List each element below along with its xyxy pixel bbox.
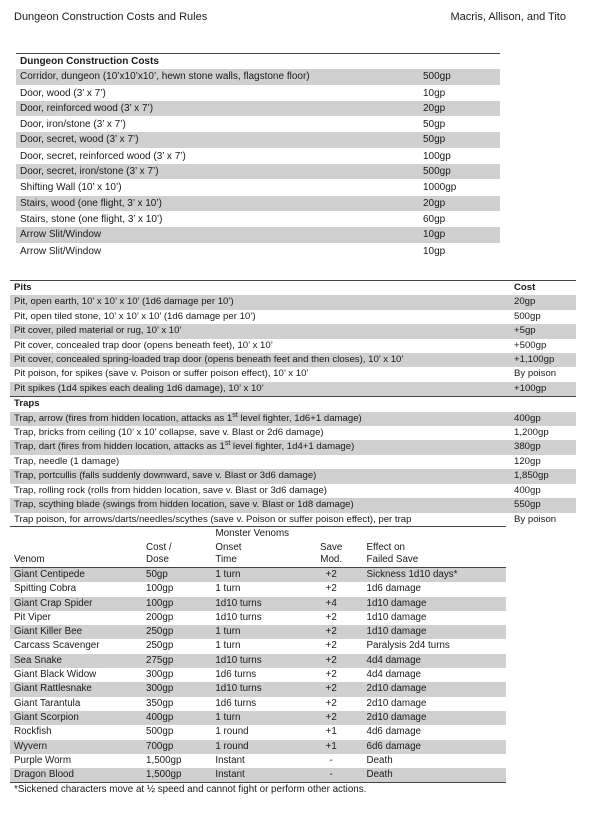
table-row (16, 180, 500, 196)
footnote-row (10, 783, 506, 798)
table-row (16, 148, 500, 164)
document-authors: Macris, Allison, and Tito (450, 11, 566, 23)
venom-cost: 100gp (142, 597, 211, 611)
trap-name: Trap, portcullis (falls suddenly downward, save v. Blast or 3d6 damage) (10, 469, 510, 483)
trap-cost: 380gp (510, 440, 576, 454)
pit-cost: +100gp (510, 382, 576, 397)
venom-save: +2 (300, 625, 363, 639)
venom-onset: 1 turn (215, 640, 241, 652)
venoms-title-row (10, 527, 506, 542)
item-cost: 10gp (423, 87, 446, 99)
pit-cost: +1,100gp (510, 353, 576, 367)
venom-onset: 1 round (211, 740, 299, 754)
venoms-title: Monster Venoms (215, 528, 290, 539)
item-cost: 500gp (419, 69, 500, 85)
venom-onset: 1 round (215, 726, 249, 738)
pits-traps-table (10, 280, 576, 527)
venom-cost: 300gp (142, 682, 211, 696)
pit-cost: 20gp (510, 295, 576, 309)
table-row (10, 440, 576, 454)
venom-effect: 2d10 damage (363, 682, 506, 696)
construction-costs-table (16, 53, 500, 259)
pits-title: Pits (14, 282, 32, 293)
venom-effect: 1d6 damage (366, 583, 421, 595)
pit-name: Pit cover, piled material or rug, 10’ x 10’ (10, 324, 510, 338)
venom-save: +2 (325, 583, 337, 595)
table-row (10, 484, 576, 498)
venom-effect: Death (363, 768, 506, 783)
venom-effect: 4d4 damage (366, 669, 421, 681)
item-name: Arrow Slit/Window (16, 227, 419, 243)
document-title: Dungeon Construction Costs and Rules (14, 11, 208, 23)
trap-cost: By poison (514, 513, 557, 525)
pit-cost: +500gp (514, 339, 547, 351)
venom-name: Giant Centipede (10, 568, 142, 583)
venom-name: Sea Snake (10, 654, 142, 668)
venom-onset: 1d10 turns (211, 654, 299, 668)
traps-title: Traps (14, 398, 40, 410)
table-row (10, 367, 576, 381)
venom-effect: 4d4 damage (363, 654, 506, 668)
item-name: Shifting Wall (10’ x 10’) (20, 182, 122, 194)
table-row (10, 412, 576, 426)
construction-title: Dungeon Construction Costs (20, 56, 159, 67)
table-row (10, 725, 506, 739)
table-row (10, 639, 506, 653)
venom-cost: 300gp (146, 669, 174, 681)
venom-cost: 1,500gp (146, 754, 182, 766)
table-row (10, 568, 506, 583)
item-name: Arrow Slit/Window (20, 245, 102, 257)
table-row (10, 711, 506, 725)
traps-header-row (10, 397, 576, 412)
trap-cost: 400gp (510, 412, 576, 426)
venom-onset: 1 turn (215, 583, 241, 595)
venom-onset: 1d10 turns (215, 611, 262, 623)
item-cost: 20gp (419, 101, 500, 117)
venom-cost: 700gp (142, 740, 211, 754)
venom-effect: 1d10 damage (363, 597, 506, 611)
venom-onset: 1d10 turns (211, 597, 299, 611)
pit-name: Pit cover, concealed trap door (opens beneath feet), 10’ x 10’ (14, 339, 273, 351)
venom-name: Giant Killer Bee (10, 625, 142, 639)
item-cost: 20gp (419, 196, 500, 212)
venom-effect: 4d6 damage (366, 726, 421, 738)
table-row (10, 768, 506, 783)
table-row (10, 382, 576, 397)
venom-effect: 2d10 damage (363, 711, 506, 725)
table-row (10, 455, 576, 469)
table-row (10, 597, 506, 611)
table-row (10, 582, 506, 596)
venom-name: Giant Tarantula (14, 697, 81, 709)
venom-name: Pit Viper (14, 611, 51, 623)
item-cost: 10gp (423, 245, 446, 257)
trap-cost: 1,850gp (510, 469, 576, 483)
trap-cost: 1,200gp (514, 427, 549, 439)
item-name: Stairs, wood (one flight, 3’ x 10’) (16, 196, 419, 212)
venom-cost: 500gp (146, 726, 174, 738)
table-row (10, 654, 506, 668)
table-row (10, 339, 576, 353)
trap-name: Trap, needle (1 damage) (14, 455, 120, 467)
trap-cost: 120gp (514, 455, 541, 467)
table-row (10, 668, 506, 682)
trap-name: Trap poison, for arrows/darts/needles/scythes (save v. Poison or suffer poison effect), per trap (14, 513, 412, 525)
pit-cost: 500gp (514, 310, 541, 322)
venom-cost: 100gp (146, 583, 174, 595)
item-name: Door, secret, wood (3’ x 7’) (16, 132, 419, 148)
venom-onset: 1d10 turns (211, 682, 299, 696)
venom-save: +2 (325, 611, 337, 623)
monster-venoms-table (10, 526, 506, 798)
pit-cost: +5gp (510, 324, 576, 338)
footnote: *Sickened characters move at ½ speed and cannot fight or perform other actions. (14, 784, 367, 796)
item-cost: 60gp (423, 213, 446, 225)
venoms-header-row (10, 541, 506, 568)
venom-name: Carcass Scavenger (14, 640, 100, 652)
venom-cost: 50gp (142, 568, 211, 583)
venom-cost: 200gp (146, 611, 174, 623)
venom-effect: Sickness 1d10 days* (363, 568, 506, 583)
trap-name: Trap, bricks from ceiling (10’ x 10’ collapse, save v. Blast or 2d6 damage) (14, 427, 324, 439)
table-row (10, 498, 576, 512)
pit-cost: By poison (514, 368, 557, 380)
venom-save: +2 (300, 654, 363, 668)
venom-onset: 1 turn (211, 625, 299, 639)
venom-name: Purple Worm (14, 754, 71, 766)
venom-onset: 1 turn (211, 568, 299, 583)
item-name: Door, reinforced wood (3’ x 7’) (16, 101, 419, 117)
col-effect: Effect on Failed Save (363, 541, 506, 568)
item-cost: 10gp (419, 227, 500, 243)
venom-effect: 1d10 damage (363, 625, 506, 639)
trap-name: Trap, rolling rock (rolls from hidden location, save v. Blast or 3d6 damage) (14, 484, 328, 496)
venom-name: Giant Black Widow (14, 669, 97, 681)
table-row (16, 164, 500, 180)
table-row (16, 243, 500, 259)
venom-name: Giant Rattlesnake (10, 682, 142, 696)
venom-save: +2 (325, 640, 337, 652)
venom-name: Rockfish (14, 726, 52, 738)
pit-name: Pit poison, for spikes (save v. Poison or suffer poison effect), 10’ x 10’ (14, 368, 309, 380)
cost-header: Cost (514, 282, 536, 293)
venom-name: Giant Crap Spider (10, 597, 142, 611)
col-cost: Cost / Dose (142, 541, 211, 568)
item-name: Door, iron/stone (3’ x 7’) (20, 119, 126, 131)
item-cost: 50gp (419, 132, 500, 148)
table-row (16, 196, 500, 212)
venom-effect: Paralysis 2d4 turns (366, 640, 450, 652)
venom-effect: Death (366, 754, 393, 766)
venom-save: +1 (325, 726, 337, 738)
table-row (10, 353, 576, 367)
venom-save: +2 (300, 682, 363, 696)
table-row (16, 101, 500, 117)
pits-header-row (10, 281, 576, 296)
trap-name: Trap, scything blade (swings from hidden location, save v. Blast or 1d8 damage) (10, 498, 510, 512)
venom-cost: 275gp (142, 654, 211, 668)
table-row (10, 754, 506, 768)
table-row (16, 211, 500, 227)
table-row (10, 740, 506, 754)
venom-name: Spitting Cobra (14, 583, 77, 595)
venom-effect: 6d6 damage (363, 740, 506, 754)
venom-cost: 400gp (142, 711, 211, 725)
pit-name: Pit cover, concealed spring-loaded trap door (opens beneath feet and then closes), 10’ x 10’ (10, 353, 510, 367)
table-row (16, 85, 500, 101)
trap-name: Trap, arrow (fires from hidden location, attacks as 1st level fighter, 1d6+1 damage) (10, 412, 510, 426)
item-name: Door, secret, reinforced wood (3’ x 7’) (20, 150, 186, 162)
venom-effect: 1d10 damage (366, 611, 427, 623)
trap-name: Trap, dart (fires from hidden location, attacks as 1st level fighter, 1d4+1 damage) (10, 440, 510, 454)
venom-onset: 1 turn (211, 711, 299, 725)
venom-onset: Instant (215, 754, 245, 766)
venom-cost: 1,500gp (142, 768, 211, 783)
pit-name: Pit, open tiled stone, 10’ x 10’ x 10’ (1d6 damage per 10’) (14, 310, 256, 322)
venom-save: +2 (300, 568, 363, 583)
trap-cost: 550gp (510, 498, 576, 512)
table-row (10, 625, 506, 639)
table-row (10, 310, 576, 324)
construction-header-row (16, 54, 500, 70)
venom-save: +4 (300, 597, 363, 611)
table-row (10, 697, 506, 711)
table-row (10, 324, 576, 338)
item-cost: 100gp (423, 150, 451, 162)
table-row (10, 513, 576, 527)
item-cost: 50gp (423, 119, 446, 131)
venom-name: Wyvern (10, 740, 142, 754)
table-row (10, 682, 506, 696)
item-name: Stairs, stone (one flight, 3’ x 10’) (20, 213, 163, 225)
venom-name: Giant Scorpion (10, 711, 142, 725)
venom-save: +2 (325, 669, 337, 681)
item-name: Door, secret, iron/stone (3’ x 7’) (16, 164, 419, 180)
table-row (10, 611, 506, 625)
table-row (16, 132, 500, 148)
item-cost: 1000gp (423, 182, 457, 194)
pit-name: Pit spikes (1d4 spikes each dealing 1d6 damage), 10’ x 10’ (10, 382, 510, 397)
venom-save: +1 (300, 740, 363, 754)
item-cost: 500gp (419, 164, 500, 180)
venom-save: - (300, 768, 363, 783)
col-venom: Venom (10, 541, 142, 568)
col-onset: Onset Time (211, 541, 299, 568)
table-row (16, 69, 500, 85)
venom-onset: Instant (211, 768, 299, 783)
venom-cost: 250gp (146, 640, 174, 652)
venom-effect: 2d10 damage (366, 697, 427, 709)
col-save: Save Mod. (300, 541, 363, 568)
pit-name: Pit, open earth, 10’ x 10’ x 10’ (1d6 damage per 10’) (10, 295, 510, 309)
venom-cost: 250gp (142, 625, 211, 639)
venom-save: - (329, 754, 333, 766)
venom-save: +2 (300, 711, 363, 725)
venom-name: Dragon Blood (10, 768, 142, 783)
item-name: Door, wood (3’ x 7’) (20, 87, 106, 99)
venom-onset: 1d6 turns (215, 697, 257, 709)
table-row (10, 426, 576, 440)
venom-cost: 350gp (146, 697, 174, 709)
venom-onset: 1d6 turns (215, 669, 257, 681)
trap-cost: 400gp (514, 484, 541, 496)
table-row (16, 117, 500, 133)
table-row (16, 227, 500, 243)
item-name: Corridor, dungeon (10’x10’x10’, hewn stone walls, flagstone floor) (16, 69, 419, 85)
table-row (10, 295, 576, 309)
venom-save: +2 (325, 697, 337, 709)
table-row (10, 469, 576, 483)
